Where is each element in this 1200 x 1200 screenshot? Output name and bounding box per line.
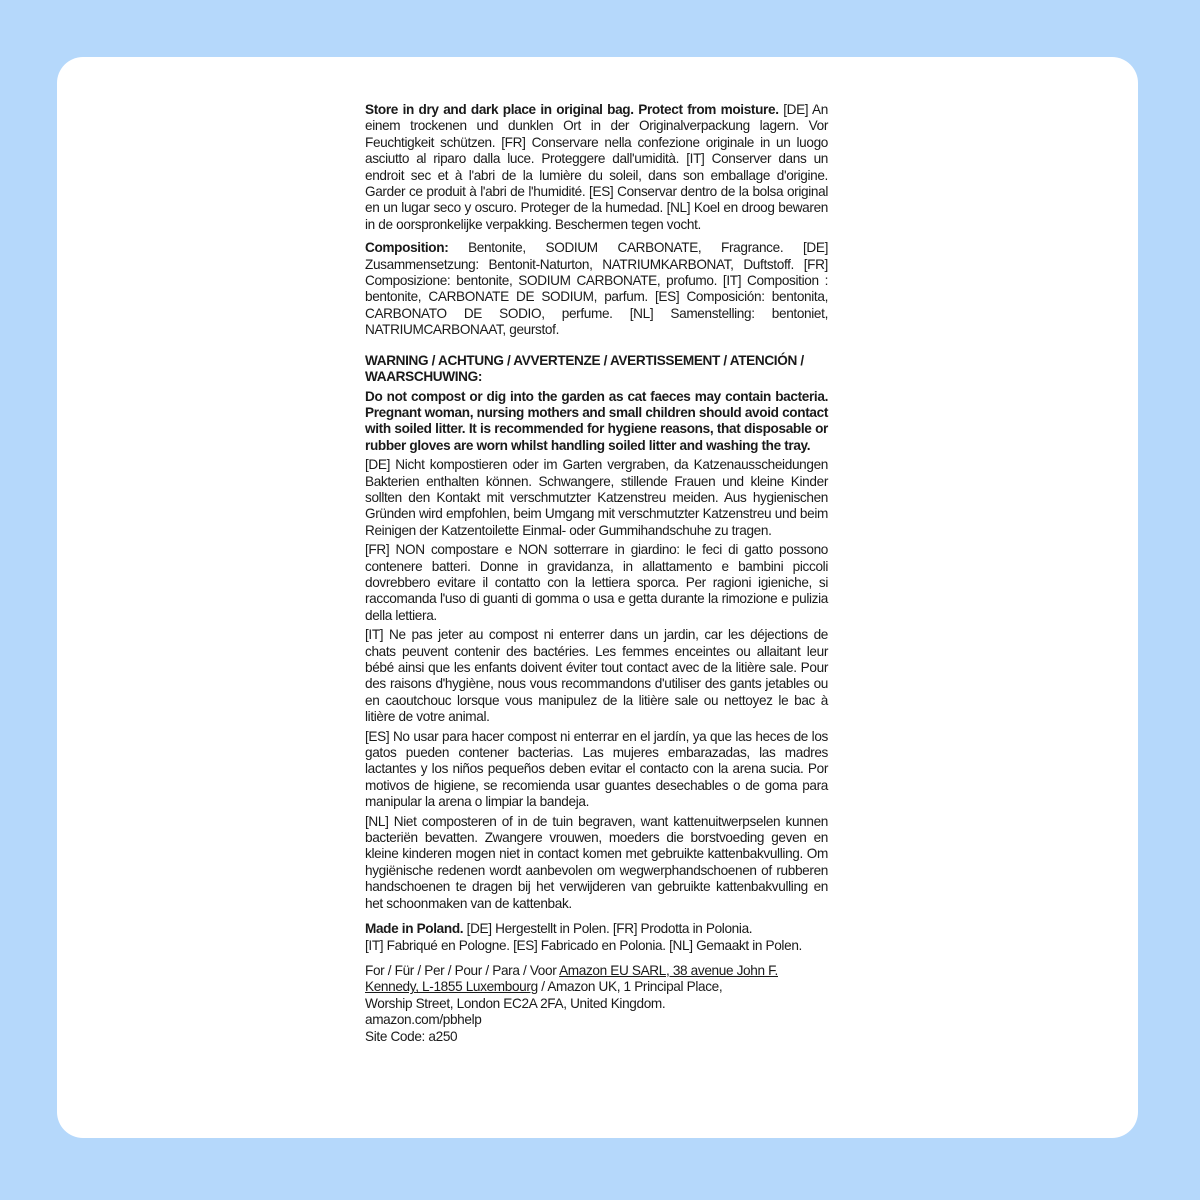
distributor-prefix: For / Für / Per / Pour / Para / Voor [365,962,560,978]
uk-address-line3: Worship Street, London EC2A 2FA, United Kingdom. [365,995,666,1011]
composition-body: Bentonite, SODIUM CARBONATE, Fragrance. [DE] Zusammensetzung: Bentonit-Naturton, NATRIUMKARBONAT, Duftstoff. [FR] Composizione: bentonite, SODIUM CARBONATE, profumo. [IT] Composition : bentonite, CARBONATE DE SODIUM, parfum. [ES] Composición: bentonita, CARBONATO DE SODIO, perfume. [NL] Samenstelling: bentoniet, NATRIUMCARBONAAT, geurstof. [365,240,828,338]
site-code: Site Code: a250 [365,1028,458,1044]
origin-line2: [IT] Fabriqué en Pologne. [ES] Fabricado en Polonia. [NL] Gemaakt in Polen. [365,937,802,953]
warning-text-en: Do not compost or dig into the garden as cat faeces may contain bacteria. Pregnant woman, nursing mothers and small children should avoid contact with soiled litter. It is recommended for hygiene reasons, that disposable or rubber gloves are worn whilst handling soiled litter and washing the tray. [365,388,828,453]
storage-body: [DE] An einem trockenen und dunklen Ort in der Originalverpackung lagern. Vor Feuchtigkeit schützen. [FR] Conservare nella confezione originale in un luogo asciutto al riparo dalla luce. Proteggere dall'umidità. [IT] Conserver dans un endroit sec et à l'abri de la lumière du soleil, dans son emballage d'origine. Garder ce produit à l'abri de l'humidité. [ES] Conservar dentro de la bolsa original en un lugar seco y oscuro. Proteger de la humedad. [NL] Koel en droog bewaren in de oorspronkelijke verpakking. Beschermen tegen vocht. [365,102,828,232]
warning-text-de: [DE] Nicht kompostieren oder im Garten vergraben, da Katzenausscheidungen Bakterien enthalten können. Schwangere, stillende Frauen und kleine Kinder sollten den Kontakt mit verschmutzter Katzenstreu meiden. Aus hygienischen Gründen wird empfohlen, beim Umgang mit verschmutzter Katzenstreu und beim Reinigen der Katzentoilette Einmal- oder Gummihandschuhe zu tragen. [365,457,828,538]
warning-heading: WARNING / ACHTUNG / AVVERTENZE / AVERTISSEMENT / ATENCIÓN / WAARSCHUWING: [365,352,804,385]
composition-paragraph [365,240,828,338]
warning-text-es: [ES] No usar para hacer compost ni enterrar en el jardín, ya que las heces de los gatos pueden contener bacterias. Las mujeres embarazadas, las madres lactantes y los niños pequeños deben evitar el contacto con la arena sucia. Por motivos de higiene, se recomienda usar guantes desechables o de goma para manipular la arena o limpiar la bandeja. [365,728,828,810]
warning-text-fr: [FR] NON compostare e NON sotterrare in giardino: le feci di gatto possono contenere batteri. Donne in gravidanza, in allattamento e bambini piccoli dovrebbero evitare il contatto con la lettiera sporca. Per ragioni igieniche, si raccomanda l'uso di guanti di gomma o usa e getta durante la rimozione e pulizia della lettiera. [365,542,828,623]
storage-heading: Store in dry and dark place in original bag. Protect from moisture. [365,102,779,117]
origin-line1: [DE] Hergestellt in Polen. [FR] Prodotta in Polonia. [463,921,753,937]
eu-address: Amazon EU SARL, 38 avenue John F. Kennedy, L-1855 Luxembourg [365,962,778,995]
product-label-text [365,102,828,1052]
warning-text-it: [IT] Ne pas jeter au compost ni enterrer dans un jardin, car les déjections de chats peuvent contenir des bactéries. Les femmes enceintes ou allaitant leur bébé ainsi que les enfants doivent éviter tout contact avec de la litière sale. Pour des raisons d'hygiène, nous vous recommandons d'utiliser des gants jetables ou en caoutchouc lorsque vous manipulez de la litière sale ou nettoyez le bac à litière de votre animal. [365,627,828,725]
origin-heading: Made in Poland. [365,921,464,937]
distributor-paragraph [365,963,828,1045]
website: amazon.com/pbhelp [365,1012,482,1028]
composition-heading: Composition: [365,240,449,256]
storage-paragraph [365,102,828,233]
warning-text-nl: [NL] Niet composteren of in de tuin begraven, want kattenuitwerpselen kunnen bacteriën bevatten. Zwangere vrouwen, moeders die borstvoeding geven en kleine kinderen mogen niet in contact komen met gebruikte kattenbakvulling. Om hygiënische redenen wordt aanbevolen om wegwerphandschoenen of rubberen handschoenen te dragen bij het verwijderen van gebruikte kattenbakvulling en het schoonmaken van de kattenbak. [365,813,828,911]
origin-paragraph [365,921,828,954]
uk-address: / Amazon UK, 1 Principal Place, [537,979,723,995]
